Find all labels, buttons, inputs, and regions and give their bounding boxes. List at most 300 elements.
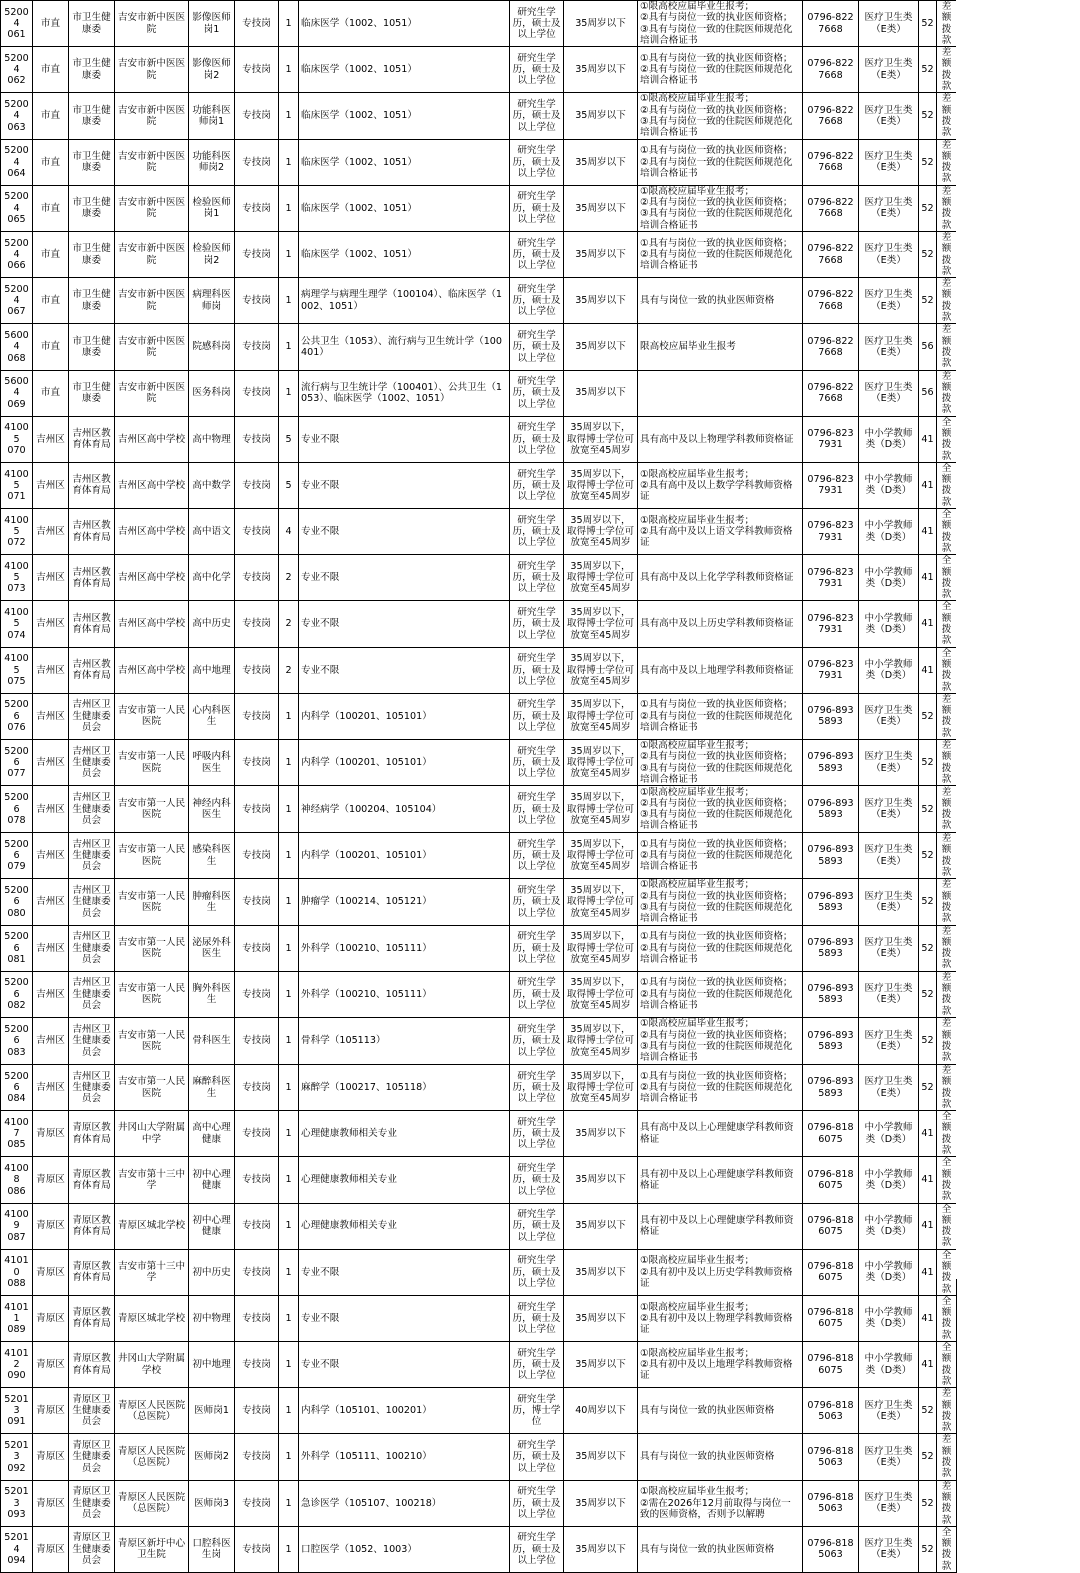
cell-age: 35周岁以下，取得博士学位可放宽至45周岁 [564,833,638,879]
cell-major: 临床医学（1002、1051） [299,47,510,93]
cell-age: 35周岁以下 [564,93,638,139]
cell-other-requirements [638,370,803,416]
cell-department: 青原区卫生健康委员会 [69,1434,115,1480]
cell-department: 吉州区卫生健康委员会 [69,925,115,971]
cell-funding-type: 差额拨款 [937,740,957,786]
cell-education: 研究生学历，硕士及以上学位 [510,1480,564,1526]
cell-employer: 吉州区高中学校 [115,647,189,693]
table-row [1,1203,957,1249]
table-row [1,1,957,47]
cell-category-code: 56 [919,324,937,370]
cell-post-type: 专技岗 [235,1388,279,1434]
cell-category-code: 52 [919,1,937,47]
cell-education: 研究生学历，硕士及以上学位 [510,1526,564,1572]
cell-major: 专业不限 [299,416,510,462]
cell-other-requirements: ①限高校应届毕业生报考； ②具有与岗位一致的执业医师资格； ③具有与岗位一致的住院医师规范化培训合格证书 [638,740,803,786]
cell-education: 研究生学历，硕士及以上学位 [510,509,564,555]
cell-post-type: 专技岗 [235,185,279,231]
table-row [1,879,957,925]
cell-region: 吉州区 [33,786,69,833]
cell-education: 研究生学历，硕士及以上学位 [510,47,564,93]
cell-category-code: 41 [919,647,937,693]
cell-job-code: 41005 072 [1,509,33,555]
cell-funding-type: 差额拨款 [937,185,957,231]
cell-employer: 吉安市第十三中学 [115,1249,189,1295]
cell-exam-category: 医疗卫生类（E类） [859,1526,919,1572]
cell-employer: 吉安市新中医医院 [115,370,189,416]
cell-funding-type: 全额拨款 [937,462,957,508]
cell-phone: 0796-8186075 [803,1157,859,1203]
cell-phone: 0796-8227668 [803,139,859,185]
cell-category-code: 41 [919,601,937,647]
cell-exam-category: 医疗卫生类（E类） [859,370,919,416]
cell-post-count: 1 [279,693,299,739]
cell-region: 市直 [33,1,69,47]
cell-major: 心理健康教师相关专业 [299,1203,510,1249]
cell-funding-type: 全额拨款 [937,1526,957,1572]
cell-department: 吉州区教育体育局 [69,601,115,647]
cell-job-code: 41007 085 [1,1111,33,1157]
cell-education: 研究生学历，硕士及以上学位 [510,370,564,416]
cell-job-code: 52004 061 [1,1,33,47]
cell-job-code: 52014 094 [1,1526,33,1572]
cell-employer: 吉安市第一人民医院 [115,971,189,1017]
table-row [1,1064,957,1110]
cell-category-code: 52 [919,833,937,879]
cell-exam-category: 医疗卫生类（E类） [859,1388,919,1434]
cell-exam-category: 医疗卫生类（E类） [859,231,919,277]
cell-post-type: 专技岗 [235,139,279,185]
cell-post-name: 感染科医生 [189,833,235,879]
cell-funding-type: 全额拨款 [937,555,957,601]
cell-department: 青原区卫生健康委员会 [69,1526,115,1572]
table-row [1,740,957,786]
cell-post-type: 专技岗 [235,324,279,370]
cell-post-count: 2 [279,647,299,693]
cell-employer: 吉安市第十三中学 [115,1157,189,1203]
cell-exam-category: 医疗卫生类（E类） [859,93,919,139]
cell-post-count: 1 [279,324,299,370]
cell-employer: 吉安市第一人民医院 [115,833,189,879]
cell-exam-category: 医疗卫生类（E类） [859,1434,919,1480]
cell-employer: 吉州区高中学校 [115,462,189,508]
table-row [1,925,957,971]
table-row [1,231,957,277]
cell-age: 35周岁以下 [564,47,638,93]
cell-employer: 吉安市新中医医院 [115,231,189,277]
cell-exam-category: 中小学教师类（D类） [859,1249,919,1295]
cell-education: 研究生学历，硕士及以上学位 [510,185,564,231]
cell-region: 吉州区 [33,971,69,1017]
cell-post-name: 高中数学 [189,462,235,508]
cell-post-count: 1 [279,1064,299,1110]
cell-employer: 吉安市新中医医院 [115,324,189,370]
cell-funding-type: 差额拨款 [937,93,957,139]
cell-other-requirements: ①限高校应届毕业生报考； ②具有高中及以上语文学科教师资格证 [638,509,803,555]
cell-region: 市直 [33,185,69,231]
cell-department: 市卫生健康委 [69,1,115,47]
cell-other-requirements: 具有高中及以上心理健康学科教师资格证 [638,1111,803,1157]
cell-post-name: 医师岗1 [189,1388,235,1434]
cell-phone: 0796-8186075 [803,1295,859,1341]
cell-age: 35周岁以下，取得博士学位可放宽至45周岁 [564,647,638,693]
cell-post-count: 1 [279,139,299,185]
cell-age: 35周岁以下 [564,1,638,47]
cell-region: 吉州区 [33,1017,69,1064]
cell-other-requirements: 具有高中及以上物理学科教师资格证 [638,416,803,462]
cell-education: 研究生学历，硕士及以上学位 [510,786,564,833]
cell-job-code: 52006 076 [1,693,33,739]
cell-department: 吉州区卫生健康委员会 [69,833,115,879]
cell-funding-type: 全额拨款 [937,1249,957,1295]
table-row [1,1295,957,1341]
cell-post-name: 神经内科医生 [189,786,235,833]
cell-department: 吉州区卫生健康委员会 [69,1064,115,1110]
cell-age: 35周岁以下 [564,1157,638,1203]
cell-funding-type: 全额拨款 [937,416,957,462]
cell-post-type: 专技岗 [235,1295,279,1341]
cell-major: 口腔医学（1052、1003） [299,1526,510,1572]
cell-category-code: 52 [919,1017,937,1064]
table-row [1,1017,957,1064]
cell-funding-type: 全额拨款 [937,601,957,647]
cell-exam-category: 医疗卫生类（E类） [859,278,919,324]
table-row [1,47,957,93]
table-row [1,971,957,1017]
cell-other-requirements: 具有与岗位一致的执业医师资格 [638,1434,803,1480]
cell-job-code: 52013 091 [1,1388,33,1434]
cell-employer: 吉安市新中医医院 [115,139,189,185]
cell-region: 吉州区 [33,879,69,925]
cell-education: 研究生学历，硕士及以上学位 [510,231,564,277]
cell-age: 35周岁以下 [564,1295,638,1341]
cell-employer: 吉安市新中医医院 [115,47,189,93]
cell-category-code: 52 [919,1480,937,1526]
cell-department: 吉州区卫生健康委员会 [69,1017,115,1064]
cell-major: 临床医学（1002、1051） [299,1,510,47]
cell-exam-category: 医疗卫生类（E类） [859,185,919,231]
cell-education: 研究生学历，硕士及以上学位 [510,1157,564,1203]
cell-funding-type: 差额拨款 [937,231,957,277]
cell-region: 青原区 [33,1526,69,1572]
cell-category-code: 56 [919,370,937,416]
cell-post-name: 检验医师岗1 [189,185,235,231]
cell-category-code: 41 [919,1342,937,1388]
cell-phone: 0796-8185063 [803,1434,859,1480]
cell-phone: 0796-8227668 [803,185,859,231]
table-row [1,1342,957,1388]
cell-exam-category: 医疗卫生类（E类） [859,1,919,47]
cell-department: 青原区教育体育局 [69,1111,115,1157]
cell-other-requirements: 具有高中及以上历史学科教师资格证 [638,601,803,647]
cell-region: 市直 [33,139,69,185]
cell-other-requirements: ①具有与岗位一致的执业医师资格； ②具有与岗位一致的住院医师规范化培训合格证书 [638,693,803,739]
cell-other-requirements: ①具有与岗位一致的执业医师资格； ②具有与岗位一致的住院医师规范化培训合格证书 [638,971,803,1017]
cell-other-requirements: 具有与岗位一致的执业医师资格 [638,278,803,324]
cell-age: 35周岁以下 [564,1111,638,1157]
cell-other-requirements: 具有与岗位一致的执业医师资格 [638,1526,803,1572]
cell-employer: 青原区人民医院（总医院） [115,1480,189,1526]
cell-region: 市直 [33,278,69,324]
cell-post-name: 病理科医师岗 [189,278,235,324]
cell-job-code: 52006 083 [1,1017,33,1064]
cell-post-count: 1 [279,786,299,833]
cell-post-count: 5 [279,462,299,508]
cell-department: 青原区教育体育局 [69,1342,115,1388]
cell-age: 35周岁以下 [564,1526,638,1572]
cell-department: 吉州区卫生健康委员会 [69,786,115,833]
cell-exam-category: 中小学教师类（D类） [859,647,919,693]
cell-category-code: 41 [919,1111,937,1157]
cell-major: 临床医学（1002、1051） [299,139,510,185]
cell-age: 35周岁以下，取得博士学位可放宽至45周岁 [564,601,638,647]
cell-post-type: 专技岗 [235,740,279,786]
cell-post-type: 专技岗 [235,47,279,93]
cell-age: 35周岁以下 [564,1342,638,1388]
cell-job-code: 41011 089 [1,1295,33,1341]
cell-other-requirements: 限高校应届毕业生报考 [638,324,803,370]
cell-phone: 0796-8237931 [803,601,859,647]
cell-exam-category: 中小学教师类（D类） [859,416,919,462]
cell-phone: 0796-8935893 [803,925,859,971]
cell-post-type: 专技岗 [235,693,279,739]
cell-age: 35周岁以下 [564,1203,638,1249]
cell-post-name: 初中物理 [189,1295,235,1341]
cell-exam-category: 医疗卫生类（E类） [859,971,919,1017]
cell-post-name: 高中心理健康 [189,1111,235,1157]
cell-category-code: 41 [919,416,937,462]
cell-exam-category: 中小学教师类（D类） [859,462,919,508]
cell-job-code: 41008 086 [1,1157,33,1203]
table-row [1,416,957,462]
table-row [1,693,957,739]
cell-funding-type: 差额拨款 [937,1,957,47]
cell-job-code: 52006 079 [1,833,33,879]
cell-employer: 青原区人民医院（总医院） [115,1434,189,1480]
cell-post-count: 1 [279,1249,299,1295]
cell-phone: 0796-8935893 [803,879,859,925]
cell-category-code: 41 [919,1157,937,1203]
cell-department: 吉州区卫生健康委员会 [69,740,115,786]
cell-age: 35周岁以下 [564,370,638,416]
cell-region: 市直 [33,47,69,93]
cell-education: 研究生学历，硕士及以上学位 [510,693,564,739]
cell-department: 青原区教育体育局 [69,1295,115,1341]
cell-other-requirements: ①限高校应届毕业生报考； ②具有与岗位一致的执业医师资格； ③具有与岗位一致的住院医师规范化培训合格证书 [638,1017,803,1064]
cell-phone: 0796-8935893 [803,833,859,879]
cell-age: 35周岁以下，取得博士学位可放宽至45周岁 [564,786,638,833]
cell-job-code: 41005 070 [1,416,33,462]
cell-exam-category: 医疗卫生类（E类） [859,1064,919,1110]
cell-major: 内科学（100201、105101） [299,833,510,879]
cell-department: 青原区卫生健康委员会 [69,1388,115,1434]
cell-phone: 0796-8935893 [803,971,859,1017]
cell-other-requirements: 具有高中及以上化学学科教师资格证 [638,555,803,601]
cell-region: 吉州区 [33,833,69,879]
cell-other-requirements: 具有与岗位一致的执业医师资格 [638,1388,803,1434]
cell-other-requirements: ①限高校应届毕业生报考； ②具有与岗位一致的执业医师资格； ③具有与岗位一致的住院医师规范化培训合格证书 [638,185,803,231]
cell-funding-type: 全额拨款 [937,1157,957,1203]
cell-post-name: 心内科医生 [189,693,235,739]
cell-exam-category: 中小学教师类（D类） [859,1111,919,1157]
cell-employer: 吉州区高中学校 [115,509,189,555]
cell-major: 专业不限 [299,462,510,508]
cell-post-name: 初中心理健康 [189,1203,235,1249]
cell-category-code: 52 [919,1064,937,1110]
cell-region: 吉州区 [33,693,69,739]
cell-funding-type: 差额拨款 [937,1017,957,1064]
cell-funding-type: 差额拨款 [937,971,957,1017]
cell-post-name: 泌尿外科医生 [189,925,235,971]
table-row [1,370,957,416]
cell-post-count: 1 [279,925,299,971]
table-row [1,833,957,879]
cell-age: 35周岁以下 [564,139,638,185]
cell-other-requirements: ①具有与岗位一致的执业医师资格； ②具有与岗位一致的住院医师规范化培训合格证书 [638,47,803,93]
cell-other-requirements: ①限高校应届毕业生报考； ②具有与岗位一致的执业医师资格； ③具有与岗位一致的住院医师规范化培训合格证书 [638,1,803,47]
cell-major: 专业不限 [299,1249,510,1295]
cell-employer: 青原区城北学校 [115,1295,189,1341]
table-row [1,462,957,508]
cell-phone: 0796-8227668 [803,93,859,139]
cell-category-code: 52 [919,879,937,925]
cell-funding-type: 差额拨款 [937,47,957,93]
cell-post-name: 医务科岗 [189,370,235,416]
cell-post-type: 专技岗 [235,278,279,324]
cell-employer: 吉州区高中学校 [115,416,189,462]
cell-post-count: 1 [279,833,299,879]
cell-phone: 0796-8935893 [803,1064,859,1110]
cell-phone: 0796-8186075 [803,1342,859,1388]
cell-post-type: 专技岗 [235,1434,279,1480]
cell-post-name: 影像医师岗1 [189,1,235,47]
cell-job-code: 52006 084 [1,1064,33,1110]
cell-major: 急诊医学（105107、100218） [299,1480,510,1526]
cell-post-count: 1 [279,370,299,416]
cell-phone: 0796-8935893 [803,786,859,833]
cell-exam-category: 医疗卫生类（E类） [859,139,919,185]
cell-post-name: 高中历史 [189,601,235,647]
cell-education: 研究生学历，硕士及以上学位 [510,462,564,508]
cell-other-requirements: ①限高校应届毕业生报考； ②具有与岗位一致的执业医师资格； ③具有与岗位一致的住院医师规范化培训合格证书 [638,879,803,925]
cell-funding-type: 差额拨款 [937,324,957,370]
cell-education: 研究生学历，硕士及以上学位 [510,1203,564,1249]
cell-post-type: 专技岗 [235,1203,279,1249]
cell-education: 研究生学历，博士学位 [510,1388,564,1434]
cell-post-count: 1 [279,185,299,231]
cell-post-name: 肿瘤科医生 [189,879,235,925]
cell-age: 35周岁以下 [564,185,638,231]
cell-post-type: 专技岗 [235,1,279,47]
cell-employer: 吉安市新中医医院 [115,93,189,139]
cell-major: 内科学（105101、100201） [299,1388,510,1434]
cell-employer: 吉安市新中医医院 [115,278,189,324]
table-row [1,139,957,185]
cell-age: 35周岁以下 [564,278,638,324]
cell-post-name: 医师岗2 [189,1434,235,1480]
cell-region: 吉州区 [33,555,69,601]
cell-post-name: 骨科医生 [189,1017,235,1064]
cell-post-name: 功能科医师岗2 [189,139,235,185]
cell-category-code: 52 [919,1434,937,1480]
cell-education: 研究生学历，硕士及以上学位 [510,1342,564,1388]
cell-funding-type: 差额拨款 [937,786,957,833]
cell-post-name: 口腔科医生岗 [189,1526,235,1572]
cell-post-type: 专技岗 [235,509,279,555]
cell-age: 35周岁以下，取得博士学位可放宽至45周岁 [564,462,638,508]
cell-age: 35周岁以下，取得博士学位可放宽至45周岁 [564,416,638,462]
cell-age: 35周岁以下 [564,324,638,370]
cell-category-code: 52 [919,93,937,139]
cell-education: 研究生学历，硕士及以上学位 [510,324,564,370]
cell-exam-category: 中小学教师类（D类） [859,1203,919,1249]
cell-post-type: 专技岗 [235,462,279,508]
cell-category-code: 41 [919,509,937,555]
cell-category-code: 41 [919,1249,937,1295]
cell-education: 研究生学历，硕士及以上学位 [510,278,564,324]
cell-post-type: 专技岗 [235,786,279,833]
cell-phone: 0796-8227668 [803,278,859,324]
cell-employer: 井冈山大学附属学校 [115,1342,189,1388]
table-row [1,1480,957,1526]
cell-age: 35周岁以下 [564,231,638,277]
cell-phone: 0796-8237931 [803,647,859,693]
cell-department: 吉州区教育体育局 [69,647,115,693]
cell-category-code: 52 [919,1526,937,1572]
cell-department: 吉州区卫生健康委员会 [69,879,115,925]
cell-post-name: 功能科医师岗1 [189,93,235,139]
cell-post-name: 医师岗3 [189,1480,235,1526]
cell-age: 35周岁以下，取得博士学位可放宽至45周岁 [564,509,638,555]
cell-funding-type: 差额拨款 [937,278,957,324]
table-row [1,1434,957,1480]
cell-department: 吉州区教育体育局 [69,509,115,555]
table-row [1,93,957,139]
cell-post-count: 1 [279,1111,299,1157]
table-row [1,1388,957,1434]
cell-region: 吉州区 [33,925,69,971]
cell-post-count: 2 [279,555,299,601]
cell-department: 市卫生健康委 [69,93,115,139]
cell-exam-category: 医疗卫生类（E类） [859,740,919,786]
cell-education: 研究生学历，硕士及以上学位 [510,971,564,1017]
cell-post-name: 呼吸内科医生 [189,740,235,786]
cell-department: 市卫生健康委 [69,139,115,185]
cell-education: 研究生学历，硕士及以上学位 [510,740,564,786]
cell-post-count: 1 [279,1434,299,1480]
cell-post-type: 专技岗 [235,416,279,462]
cell-job-code: 41010 088 [1,1249,33,1295]
cell-funding-type: 全额拨款 [937,1111,957,1157]
cell-phone: 0796-8185063 [803,1480,859,1526]
cell-funding-type: 差额拨款 [937,370,957,416]
cell-exam-category: 医疗卫生类（E类） [859,879,919,925]
cell-post-type: 专技岗 [235,1342,279,1388]
cell-major: 内科学（100201、105101） [299,693,510,739]
cell-job-code: 52006 081 [1,925,33,971]
cell-other-requirements: ①具有与岗位一致的执业医师资格； ②具有与岗位一致的住院医师规范化培训合格证书 [638,231,803,277]
cell-education: 研究生学历，硕士及以上学位 [510,1017,564,1064]
cell-major: 临床医学（1002、1051） [299,231,510,277]
cell-department: 市卫生健康委 [69,370,115,416]
cell-phone: 0796-8227668 [803,231,859,277]
cell-funding-type: 差额拨款 [937,1388,957,1434]
cell-job-code: 41005 075 [1,647,33,693]
cell-category-code: 52 [919,786,937,833]
cell-exam-category: 中小学教师类（D类） [859,1295,919,1341]
cell-funding-type: 差额拨款 [937,925,957,971]
cell-post-count: 1 [279,1295,299,1341]
